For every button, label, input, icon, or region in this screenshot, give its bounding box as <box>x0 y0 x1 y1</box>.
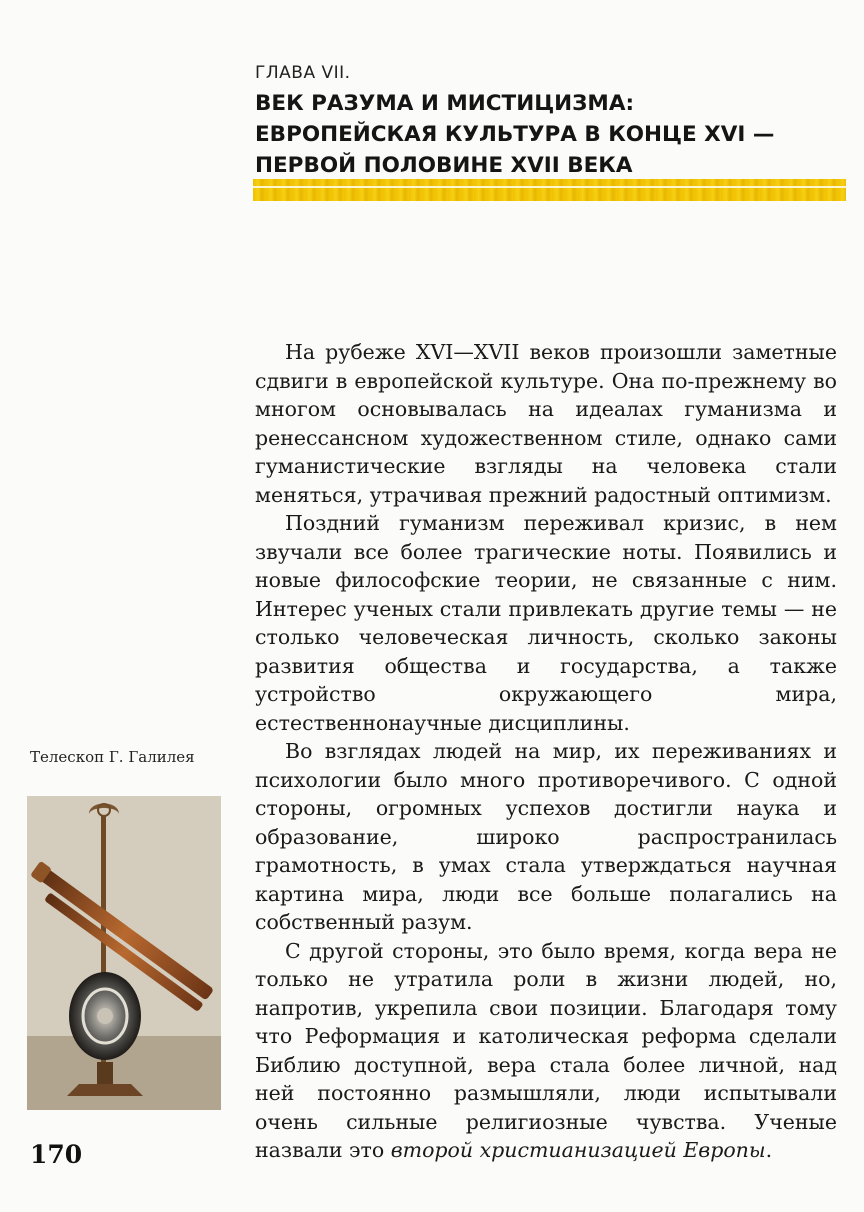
telescope-photo <box>27 796 221 1110</box>
chapter-title <box>255 88 855 181</box>
paragraph: Во взглядах людей на мир, их переживаниях и психологии было много противоречивого. С одной стороны, огромных успехов достигли наука и образование, широко распространилась грамотность, в умах стала утверждаться научная картина мира, люди все больше полагались на собственный разум. <box>255 739 837 934</box>
chapter-title-line: ЕВРОПЕЙСКАЯ КУЛЬТУРА В КОНЦЕ XVI — <box>255 122 775 147</box>
chapter-label: ГЛАВА VII. <box>255 63 351 83</box>
paragraph-end: . <box>765 1138 773 1162</box>
paragraph-text: С другой стороны, это было время, когда вера не только не утратила роли в жизни людей, но, напротив, укрепила свои позиции. Благодаря тому что Реформация и католическая реформа сделали Библию доступной, вера стала более личной, над ней постоянно размышляли, люди испытывали очень сильные религиозные чувства. Ученые назвали это <box>255 938 837 1162</box>
emphasis-text: второй христианизацией Европы <box>390 1138 766 1162</box>
telescope-illustration <box>27 796 221 1110</box>
main-text <box>255 338 837 1165</box>
chapter-heading <box>255 62 855 181</box>
title-underline-bar <box>253 179 846 201</box>
chapter-title-line: ВЕК РАЗУМА И МИСТИЦИЗМА: <box>255 91 635 116</box>
paragraph: На рубеже XVI—XVII веков произошли заметные сдвиги в европейской культуре. Она по-прежнему во многом основывалась на идеалах гуманизма и ренессансном художественном стиле, однако сами гуманистические взгляды на человека стали меняться, утрачивая прежний радостный оптимизм. <box>255 340 837 507</box>
page-number: 170 <box>30 1140 83 1169</box>
paragraph: Поздний гуманизм переживал кризис, в нем звучали все более трагические ноты. Появились и новые философские теории, не связанные с ним. Интерес ученых стали привлекать другие темы — не столько человеческая личность, сколько законы развития общества и государства, а также устройство окружающего мира, естественнонаучные дисциплины. <box>255 511 837 735</box>
figure-caption: Телескоп Г. Галилея <box>30 748 195 766</box>
chapter-title-line: ПЕРВОЙ ПОЛОВИНЕ XVII ВЕКА <box>255 153 633 178</box>
paragraph <box>255 937 837 1165</box>
